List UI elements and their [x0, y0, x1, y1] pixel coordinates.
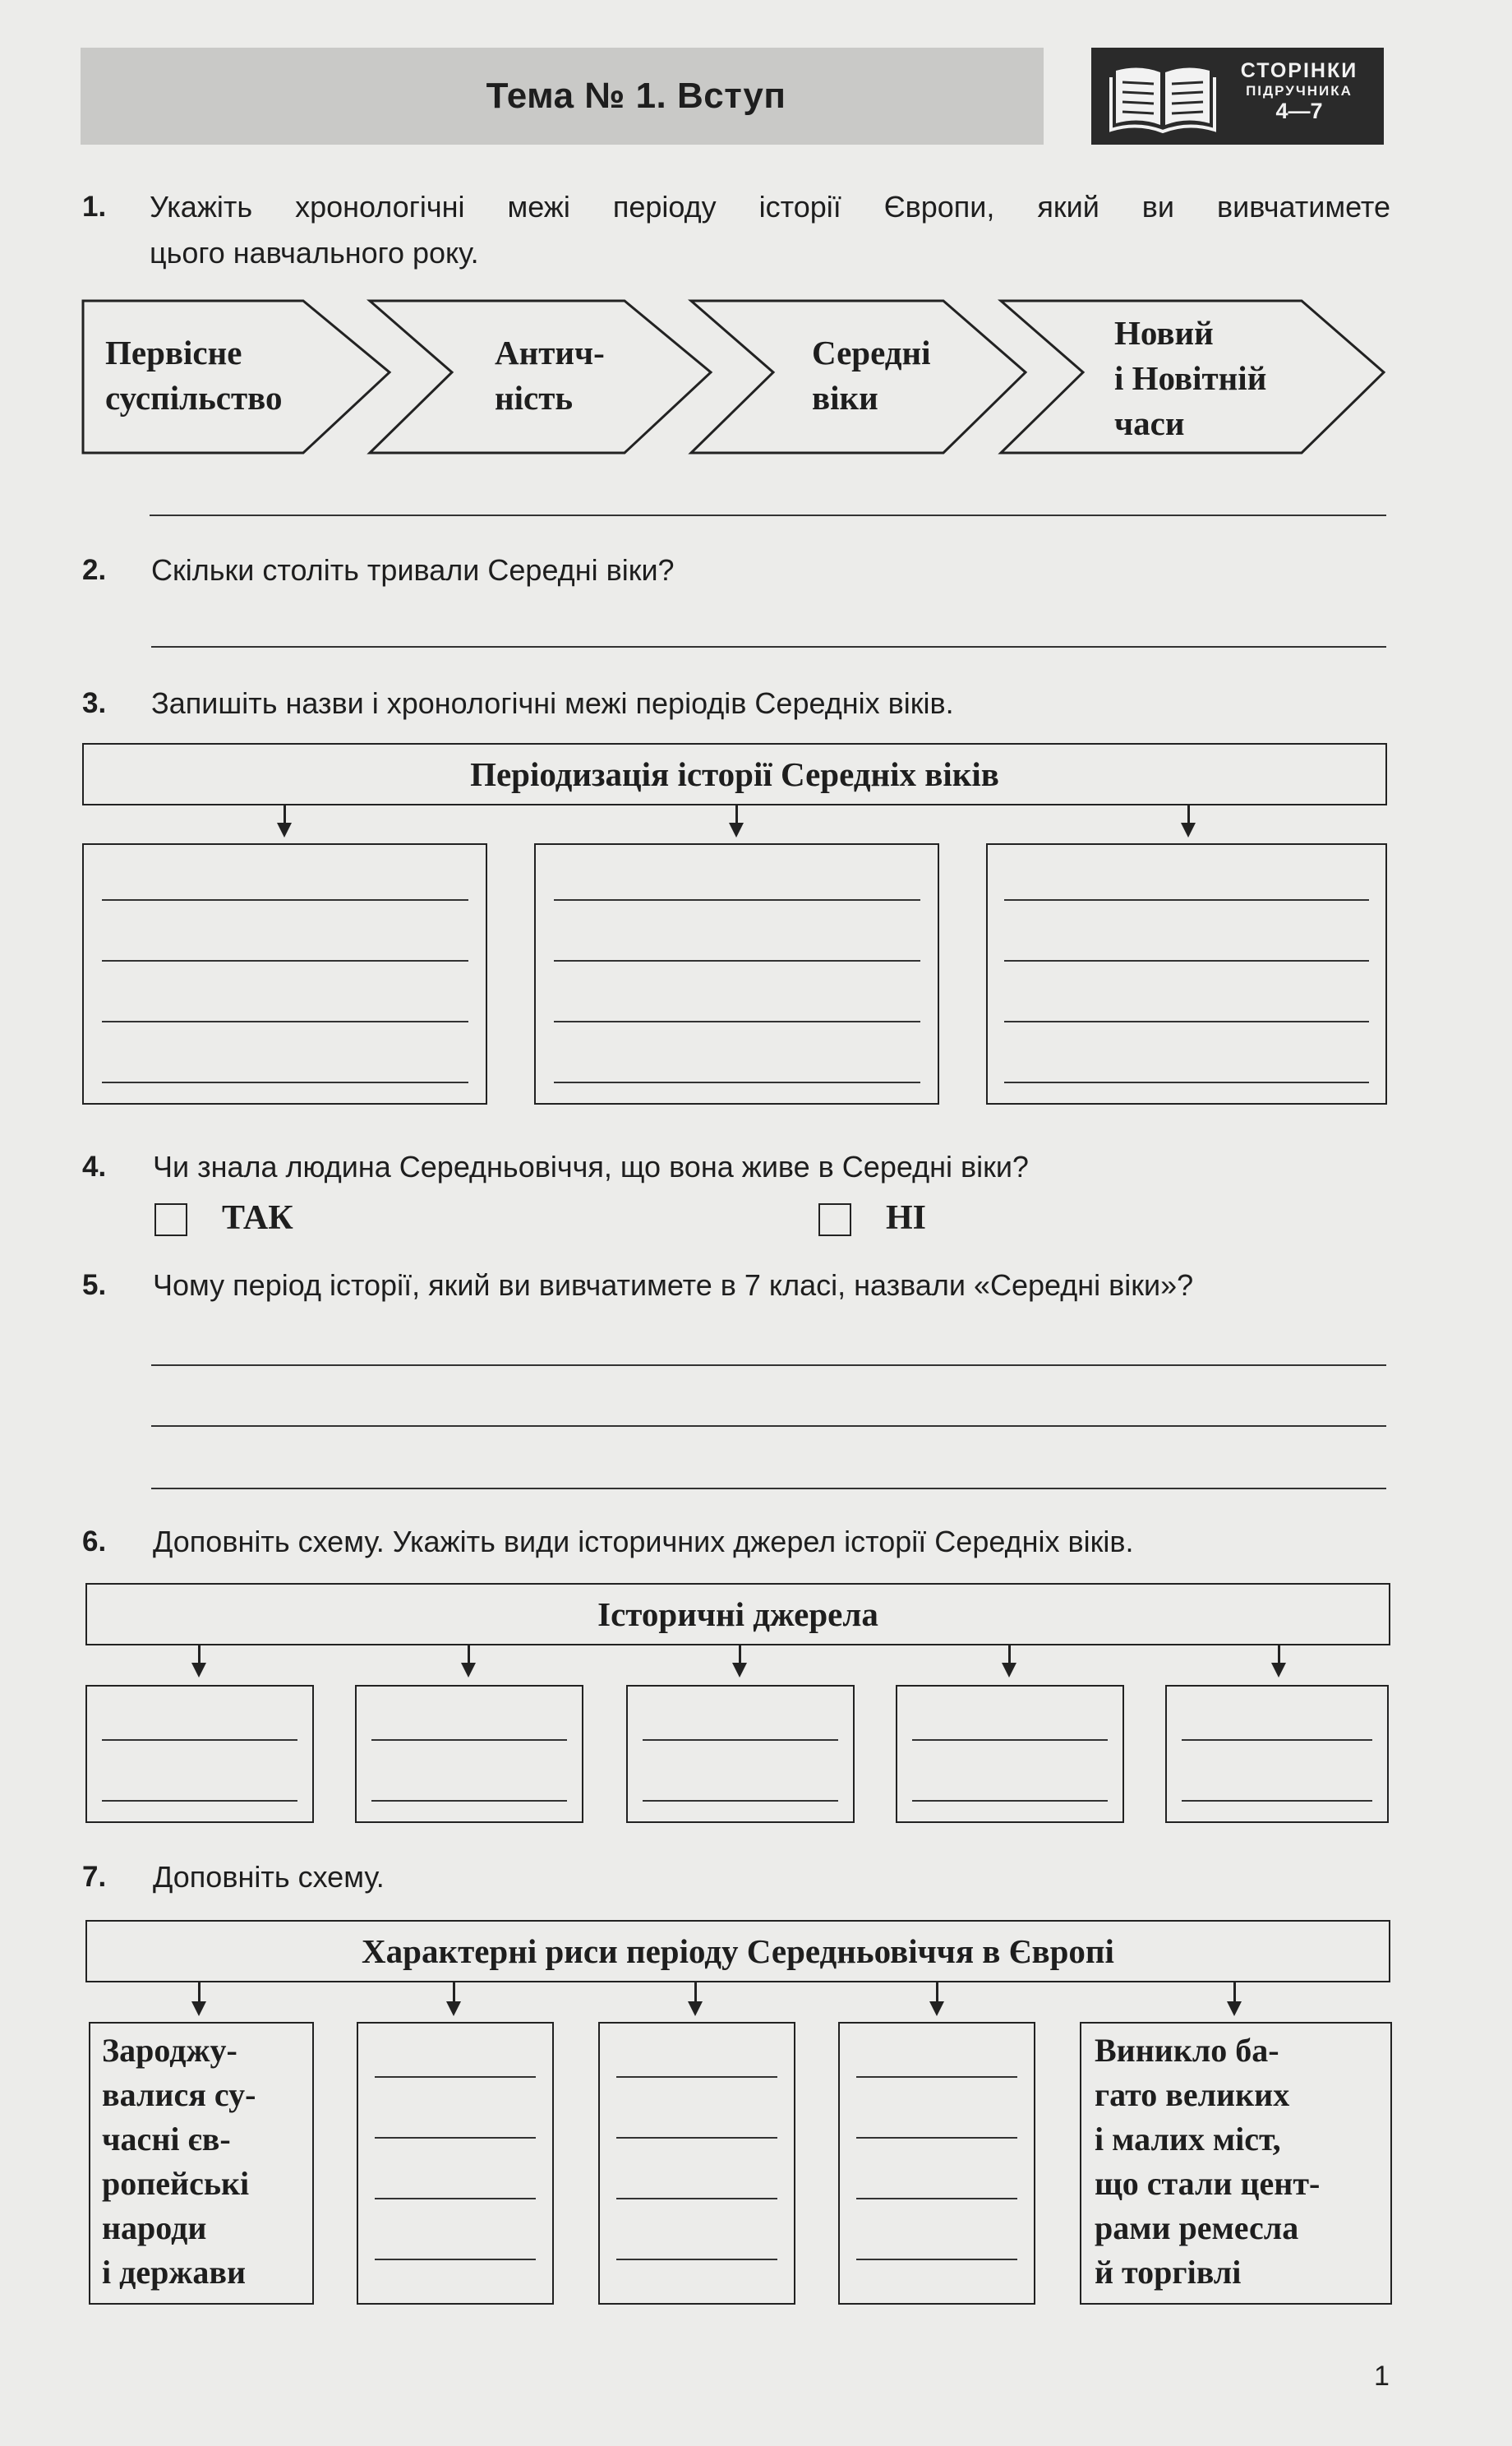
chevron-label-3	[812, 330, 931, 421]
q7-text: Доповніть схему.	[153, 1860, 385, 1894]
feature-5-line: Виникло ба-	[1095, 2032, 1279, 2069]
chevron-3-line1: Середні	[812, 334, 931, 372]
feature-3-line[interactable]	[616, 2076, 777, 2078]
q2-answer-line[interactable]	[151, 646, 1386, 648]
no-checkbox[interactable]	[818, 1203, 851, 1236]
source-5-line[interactable]	[1182, 1739, 1372, 1741]
chevron-1-line1: Первісне	[105, 334, 242, 372]
feature-box-2	[357, 2022, 554, 2305]
chevron-4-line1: Новий	[1114, 314, 1214, 352]
feature-3-line[interactable]	[616, 2137, 777, 2139]
q5-answer-line[interactable]	[151, 1364, 1386, 1366]
sources-header-text: Історичні джерела	[597, 1595, 878, 1633]
q6-text: Доповніть схему. Укажіть види історичних джерел історії Середніх віків.	[153, 1525, 1134, 1558]
period-box-1	[82, 843, 487, 1105]
feature-5-line: й торгівлі	[1095, 2254, 1242, 2291]
badge-line-1: СТОРІНКИ	[1240, 59, 1358, 82]
q5-answer-line[interactable]	[151, 1488, 1386, 1489]
q2-number: 2.	[82, 554, 107, 586]
chevron-1-line2: суспільство	[105, 379, 283, 417]
chevron-2-line2: ність	[495, 379, 574, 417]
feature-1-line: народи	[102, 2209, 207, 2246]
badge-line-2: ПІДРУЧНИКА	[1246, 82, 1353, 99]
source-box-4	[896, 1685, 1124, 1823]
feature-1-line: ропейські	[102, 2165, 250, 2202]
source-2-line[interactable]	[371, 1739, 567, 1741]
period-2-line[interactable]	[554, 1082, 920, 1083]
periodization-header	[82, 743, 1387, 805]
source-box-2	[355, 1685, 583, 1823]
periodization-header-text: Періодизація історії Середніх віків	[470, 755, 999, 793]
feature-3-line[interactable]	[616, 2198, 777, 2199]
period-2-line[interactable]	[554, 899, 920, 901]
feature-2-line[interactable]	[375, 2259, 536, 2260]
source-box-3	[626, 1685, 855, 1823]
feature-1-line: валися су-	[102, 2076, 256, 2113]
yes-label: ТАК	[222, 1199, 293, 1237]
chevron-4-line3: часи	[1114, 404, 1185, 442]
feature-5-line: і малих міст,	[1095, 2121, 1281, 2158]
feature-5-line: що стали цент-	[1095, 2165, 1321, 2202]
q1-text	[150, 184, 1390, 276]
feature-1-line: часні єв-	[102, 2121, 231, 2158]
source-2-line[interactable]	[371, 1800, 567, 1802]
q4-number: 4.	[82, 1151, 107, 1183]
source-1-line[interactable]	[102, 1800, 297, 1802]
period-3-line[interactable]	[1004, 1021, 1369, 1022]
period-3-line[interactable]	[1004, 960, 1369, 962]
source-box-1	[85, 1685, 314, 1823]
feature-2-line[interactable]	[375, 2137, 536, 2139]
feature-2-line[interactable]	[375, 2076, 536, 2078]
badge-pages: 4—7	[1275, 99, 1323, 124]
feature-4-line[interactable]	[856, 2259, 1017, 2260]
features-header	[85, 1920, 1390, 1982]
period-1-line[interactable]	[102, 899, 468, 901]
q3-number: 3.	[82, 687, 107, 719]
period-3-line[interactable]	[1004, 899, 1369, 901]
period-1-line[interactable]	[102, 1082, 468, 1083]
feature-3-line[interactable]	[616, 2259, 777, 2260]
chevron-3-line2: віки	[812, 379, 878, 417]
period-3-line[interactable]	[1004, 1082, 1369, 1083]
chevron-2-line1: Антич-	[495, 334, 605, 372]
topic-title-bar	[81, 48, 1044, 145]
q5-answer-line[interactable]	[151, 1425, 1386, 1427]
feature-1-text	[102, 2028, 256, 2295]
source-4-line[interactable]	[912, 1800, 1108, 1802]
q1-text-line1: Укажіть хронологічні межі періоду історії Європи, який ви вивчатимете	[150, 190, 1390, 224]
period-2-line[interactable]	[554, 960, 920, 962]
feature-4-line[interactable]	[856, 2076, 1017, 2078]
source-box-5	[1165, 1685, 1389, 1823]
chevron-label-4	[1114, 311, 1266, 446]
feature-5-text	[1095, 2028, 1320, 2295]
feature-5-line: рами ремесла	[1095, 2209, 1299, 2246]
q1-number: 1.	[82, 191, 107, 223]
chevron-4-line2: і Новітній	[1114, 359, 1267, 397]
q1-text-line2: цього навчального року.	[150, 236, 479, 270]
sources-header	[85, 1583, 1390, 1645]
features-header-text: Характерні риси періоду Середньовіччя в Європі	[362, 1932, 1114, 1970]
no-label: НІ	[886, 1199, 927, 1237]
open-book-icon	[1109, 59, 1216, 133]
feature-2-line[interactable]	[375, 2198, 536, 2199]
source-3-line[interactable]	[643, 1739, 838, 1741]
topic-title: Тема № 1. Вступ	[486, 76, 786, 116]
q2-text: Скільки століть тривали Середні віки?	[151, 553, 675, 587]
q7-number: 7.	[82, 1861, 107, 1893]
feature-4-line[interactable]	[856, 2198, 1017, 2199]
q4-text: Чи знала людина Середньовіччя, що вона живе в Середні віки?	[153, 1150, 1029, 1184]
source-5-line[interactable]	[1182, 1800, 1372, 1802]
period-2-line[interactable]	[554, 1021, 920, 1022]
feature-box-4	[838, 2022, 1035, 2305]
chevron-label-1	[105, 330, 283, 421]
period-1-line[interactable]	[102, 960, 468, 962]
feature-5-line: гато великих	[1095, 2076, 1290, 2113]
q6-number: 6.	[82, 1525, 107, 1558]
feature-box-3	[598, 2022, 795, 2305]
source-4-line[interactable]	[912, 1739, 1108, 1741]
feature-1-line: і держави	[102, 2254, 246, 2291]
period-box-3	[986, 843, 1387, 1105]
q5-text: Чому період історії, який ви вивчатимете в 7 класі, назвали «Середні віки»?	[153, 1268, 1194, 1302]
q5-number: 5.	[82, 1269, 107, 1301]
page-number: 1	[1374, 2361, 1390, 2392]
source-1-line[interactable]	[102, 1739, 297, 1741]
period-box-2	[534, 843, 939, 1105]
q3-text: Запишіть назви і хронологічні межі періодів Середніх віків.	[151, 686, 954, 720]
q1-answer-line[interactable]	[150, 515, 1386, 516]
feature-1-line: Зароджу-	[102, 2032, 237, 2069]
source-3-line[interactable]	[643, 1800, 838, 1802]
period-1-line[interactable]	[102, 1021, 468, 1022]
chevron-label-2	[495, 330, 605, 421]
textbook-pages-badge	[1091, 48, 1384, 145]
feature-4-line[interactable]	[856, 2137, 1017, 2139]
yes-checkbox[interactable]	[154, 1203, 187, 1236]
